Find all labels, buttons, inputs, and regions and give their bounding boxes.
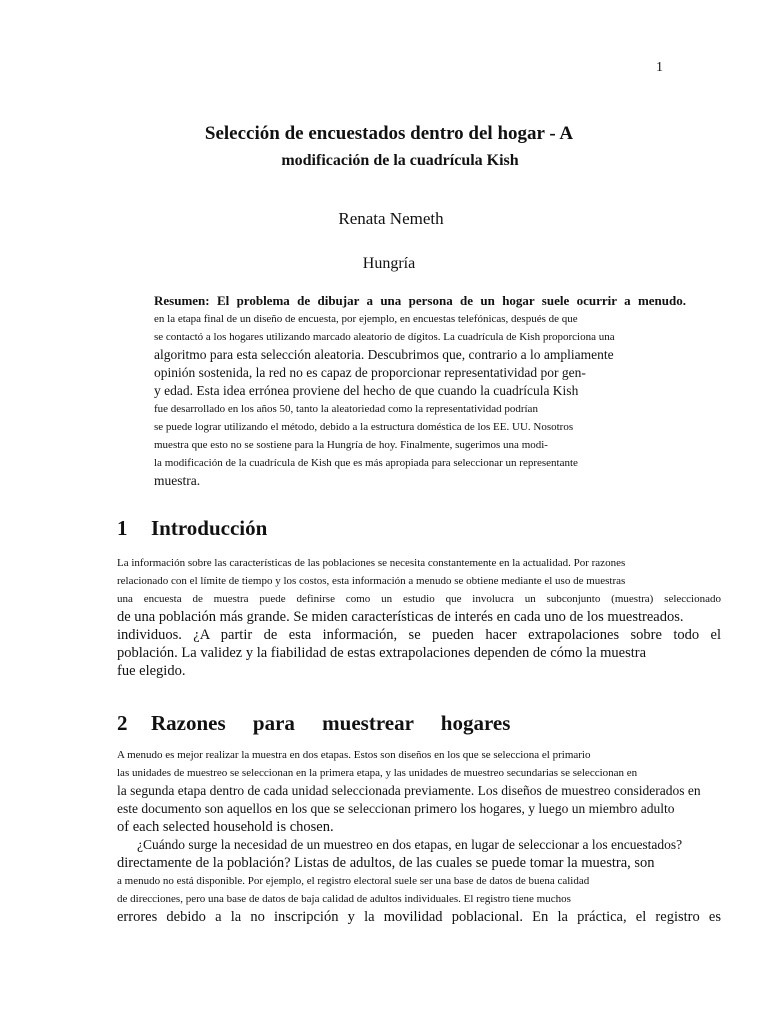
abstract-line: y edad. Esta idea errónea proviene del hecho de que cuando la cuadrícula Kish: [154, 383, 579, 398]
body-line: a menudo no está disponible. Por ejemplo, el registro electoral suele ser una base de datos de buena calidad: [117, 875, 590, 887]
section-title: Introducción: [151, 516, 268, 540]
body-line: este documento son aquellos en los que se seleccionan primero los hogares, y luego un miembro adulto: [117, 801, 675, 816]
paper-title-line-2: modificación de la cuadrícula Kish: [281, 152, 519, 169]
abstract-line: se puede lograr utilizando el método, debido a la estructura doméstica de los EE. UU. Nosotros: [154, 421, 574, 433]
body-line: A menudo es mejor realizar la muestra en dos etapas. Estos son diseños en los que se selecciona el primario: [117, 749, 591, 761]
section-heading-1: [117, 516, 267, 541]
body-line: las unidades de muestreo se seleccionan en la primera etapa, y las unidades de muestreo secundarias se seleccionan en: [117, 767, 638, 779]
abstract-line: opinión sostenida, la red no es capaz de proporcionar representatividad por gen-: [154, 365, 586, 380]
body-line: la segunda etapa dentro de cada unidad seleccionada previamente. Los diseños de muestreo considerados en: [117, 783, 701, 798]
author-name: Renata Nemeth: [338, 209, 444, 228]
abstract-line: muestra que esto no se sostiene para la Hungría de hoy. Finalmente, sugerimos una modi-: [154, 439, 548, 451]
body-line: una encuesta de muestra puede definirse como un estudio que involucra un subconjunto (muestra) seleccionado: [117, 593, 721, 605]
body-line: de una población más grande. Se miden características de interés en cada uno de los muestreados.: [117, 609, 684, 625]
body-line: of each selected household is chosen.: [117, 819, 334, 835]
body-line: población. La validez y la fiabilidad de estas extrapolaciones dependen de cómo la muestra: [117, 645, 647, 661]
body-line: individuos. ¿A partir de esta información, se pueden hacer extrapolaciones sobre todo el: [117, 627, 721, 643]
body-line: directamente de la población? Listas de adultos, de las cuales se puede tomar la muestra, son: [117, 855, 655, 871]
section-heading-2: [117, 711, 510, 736]
section-1-body: [117, 554, 721, 680]
body-line: La información sobre las características de las poblaciones se necesita constantemente en la actualidad. Por razones: [117, 557, 626, 569]
body-line: relacionado con el límite de tiempo y los costos, esta información a menudo se obtiene mediante el uso de muestras: [117, 575, 626, 587]
abstract-line: se contactó a los hogares utilizando marcado aleatorio de dígitos. La cuadrícula de Kish proporciona una: [154, 331, 615, 343]
author-affiliation: Hungría: [362, 255, 416, 272]
abstract-line: muestra.: [154, 473, 201, 488]
section-number: 1: [117, 516, 128, 540]
section-number: 2: [117, 711, 128, 735]
page-number: 1: [656, 60, 663, 75]
abstract-line: en la etapa final de un diseño de encuesta, por ejemplo, en encuestas telefónicas, después de que: [154, 313, 578, 325]
body-line: fue elegido.: [117, 663, 186, 679]
body-line: de direcciones, pero una base de datos de baja calidad de adultos individuales. El registro tiene muchos: [117, 893, 571, 905]
body-line: ¿Cuándo surge la necesidad de un muestreo en dos etapas, en lugar de seleccionar a los encuestados?: [137, 837, 683, 852]
paper-title-line-1: Selección de encuestados dentro del hogar - A: [204, 123, 574, 144]
section-title: Razones para muestrear hogares: [151, 711, 511, 735]
abstract-line: algoritmo para esta selección aleatoria. Descubrimos que, contrario a lo ampliamente: [154, 347, 614, 362]
abstract: [154, 292, 686, 490]
abstract-line: Resumen: El problema de dibujar a una persona de un hogar suele ocurrir a menudo.: [154, 293, 686, 308]
abstract-line: la modificación de la cuadrícula de Kish que es más apropiada para seleccionar un representante: [154, 457, 578, 469]
body-line: errores debido a la no inscripción y la movilidad poblacional. En la práctica, el registro es: [117, 909, 721, 925]
abstract-line: fue desarrollado en los años 50, tanto la aleatoriedad como la representatividad podrían: [154, 403, 538, 415]
section-2-body: [117, 746, 721, 926]
